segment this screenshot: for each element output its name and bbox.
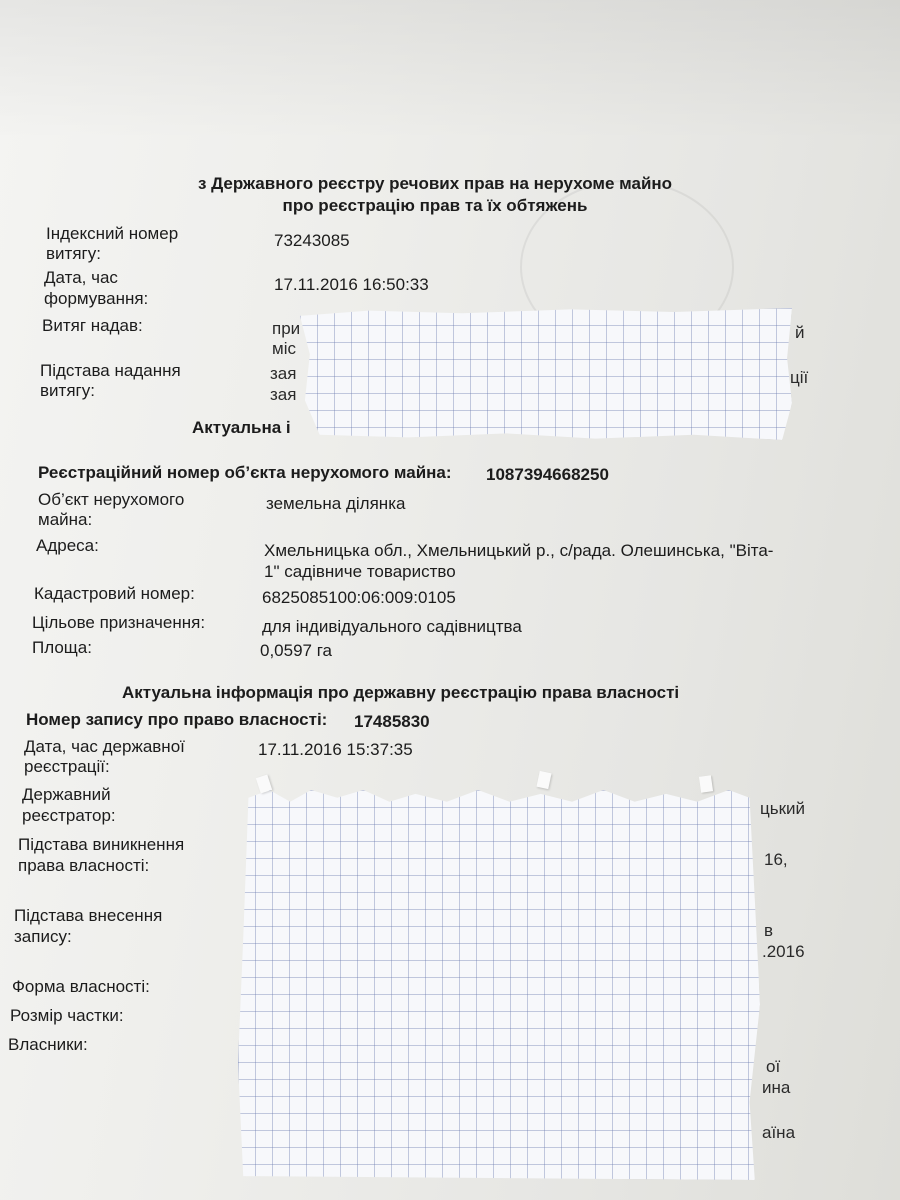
entry-basis-label-1: Підстава внесення xyxy=(14,906,163,925)
purpose-value: для індивідуального садівництва xyxy=(262,617,522,636)
doc-title-line-1: з Державного реєстру речових прав на нерухоме майно xyxy=(197,174,673,193)
owners-fragment-2: ина xyxy=(762,1078,791,1097)
redaction-patch-bottom xyxy=(238,790,760,1180)
area-value: 0,0597 га xyxy=(260,641,333,660)
index-number-label-2: витягу: xyxy=(46,244,101,263)
object-value: земельна ділянка xyxy=(266,494,406,513)
cadastral-number-label: Кадастровий номер: xyxy=(34,584,195,603)
formed-date-value: 17.11.2016 16:50:33 xyxy=(274,275,429,294)
registration-date-value: 17.11.2016 15:37:35 xyxy=(258,740,413,759)
ownership-origin-fragment: 16, xyxy=(764,850,788,869)
redaction-patch-top xyxy=(300,308,792,440)
registrar-fragment-2: цький xyxy=(760,799,806,818)
torn-paper-tab xyxy=(699,775,713,793)
entry-basis-fragment-2: .2016 xyxy=(762,942,805,961)
registrar-label-1: Державний xyxy=(22,785,111,804)
page-shadow xyxy=(0,0,900,140)
cadastral-number-value: 6825085100:06:009:0105 xyxy=(262,588,456,607)
address-value-line-1: Хмельницька обл., Хмельницький р., с/рада. Олешинська, "Віта- xyxy=(264,541,774,560)
ownership-section-title: Актуальна інформація про державну реєстрацію права власності xyxy=(122,683,680,702)
ownership-record-label: Номер запису про право власності: xyxy=(26,710,328,729)
registrar-label-2: реєстратор: xyxy=(22,806,116,825)
extract-basis-label-2: витягу: xyxy=(40,381,95,400)
index-number-label-1: Індексний номер xyxy=(46,224,179,243)
issued-by-fragment-1: при xyxy=(272,319,301,338)
issued-by-fragment-3: й xyxy=(795,323,805,342)
ownership-origin-label-2: права власності: xyxy=(18,856,150,875)
ownership-origin-label-1: Підстава виникнення xyxy=(18,835,185,854)
address-label: Адреса: xyxy=(36,536,99,555)
share-size-label: Розмір частки: xyxy=(10,1006,124,1025)
registration-date-label-2: реєстрації: xyxy=(24,757,110,776)
address-value-line-2: 1" садівниче товариство xyxy=(264,562,456,581)
doc-title-line-2: про реєстрацію прав та їх обтяжень xyxy=(282,196,588,215)
formed-date-label-1: Дата, час xyxy=(44,268,118,287)
ownership-form-label: Форма власності: xyxy=(12,977,150,996)
object-label-2: майна: xyxy=(38,510,93,529)
issued-by-label: Витяг надав: xyxy=(42,316,143,335)
formed-date-label-2: формування: xyxy=(44,289,149,308)
owners-fragment-3: аїна xyxy=(762,1123,796,1142)
extract-basis-fragment-3: ції xyxy=(790,368,809,387)
registration-number-value: 1087394668250 xyxy=(486,465,609,484)
entry-basis-label-2: запису: xyxy=(14,927,72,946)
issued-by-fragment-2: міс xyxy=(272,339,296,358)
section-current-heading: Актуальна і xyxy=(192,418,291,437)
extract-basis-fragment-1: зая xyxy=(270,364,297,383)
registration-number-label: Реєстраційний номер об’єкта нерухомого майна: xyxy=(38,463,452,482)
owners-label: Власники: xyxy=(8,1035,88,1054)
entry-basis-fragment-1: в xyxy=(764,921,774,940)
area-label: Площа: xyxy=(32,638,92,657)
ownership-record-value: 17485830 xyxy=(354,712,430,731)
extract-basis-label-1: Підстава надання xyxy=(40,361,181,380)
registration-date-label-1: Дата, час державної xyxy=(24,737,185,756)
purpose-label: Цільове призначення: xyxy=(32,613,206,632)
object-label-1: Об’єкт нерухомого xyxy=(38,490,185,509)
extract-basis-fragment-2: зая xyxy=(270,385,297,404)
index-number-value: 73243085 xyxy=(274,231,350,250)
torn-paper-tab xyxy=(536,771,551,789)
owners-fragment-1: ої xyxy=(766,1057,781,1076)
